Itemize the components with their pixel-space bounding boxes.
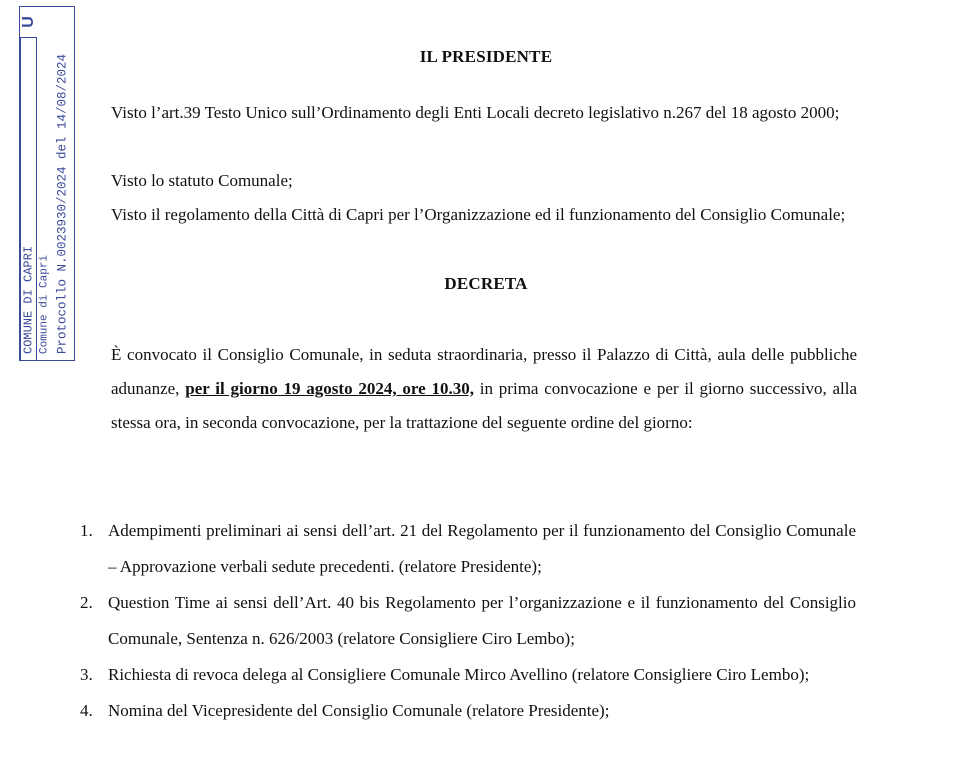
- agenda-item: [0, 585, 972, 657]
- premise-3: Visto il regolamento della Città di Capri per l’Organizzazione ed il funzionamento del Consiglio Comunale;: [111, 205, 846, 224]
- agenda-item-text: Question Time ai sensi dell’Art. 40 bis Regolamento per l’organizzazione e il funzionamento del Consiglio Comunale, Sentenza n. 626/2003 (relatore Consigliere Ciro Lembo);: [108, 593, 856, 648]
- agenda-item: [0, 513, 972, 585]
- convocation-paragraph: [111, 338, 857, 440]
- agenda-item: [0, 693, 972, 729]
- agenda-item-number: 1.: [80, 521, 93, 540]
- stamp-logo: [20, 7, 37, 38]
- convocation-text-after: in prima convocazione e per il giorno successivo, alla stessa ora, in seconda convocazione, per la trattazione del seguente ordine del giorno:: [111, 379, 858, 432]
- stamp-protocol-number: Protocollo N.0023930/2024 del 14/08/2024: [55, 53, 70, 354]
- stamp-municipality-sub: Comune di Capri: [36, 7, 52, 360]
- agenda-list: [0, 513, 972, 729]
- agenda-item-text: Richiesta di revoca delega al Consigliere Comunale Mirco Avellino (relatore Consigliere Ciro Lembo);: [108, 665, 810, 684]
- stamp-logo-letter: U: [19, 16, 37, 28]
- decree-heading: DECRETA: [444, 274, 528, 293]
- agenda-item-text: Adempimenti preliminari ai sensi dell’art. 21 del Regolamento per il funzionamento del Consiglio Comunale – Approvazione verbali sedute precedenti. (relatore Presidente);: [108, 521, 856, 576]
- agenda-item-text: Nomina del Vicepresidente del Consiglio Comunale (relatore Presidente);: [108, 701, 610, 720]
- agenda-item-number: 4.: [80, 701, 93, 720]
- document-title: IL PRESIDENTE: [419, 47, 553, 66]
- convocation-text-before: È convocato il Consiglio Comunale, in seduta straordinaria, presso il Palazzo di Città, aula delle pubbliche adunanze,: [111, 345, 857, 398]
- agenda-item-number: 2.: [80, 593, 93, 612]
- agenda-item-number: 3.: [80, 665, 93, 684]
- convocation-date: per il giorno 19 agosto 2024, ore 10.30,: [185, 379, 474, 398]
- agenda-item: [0, 657, 972, 693]
- premise-2: Visto lo statuto Comunale;: [111, 171, 293, 190]
- premise-1: Visto l’art.39 Testo Unico sull’Ordinamento degli Enti Locali decreto legislativo n.267 del 18 agosto 2000;: [111, 103, 840, 122]
- stamp-municipality: COMUNE DI CAPRI: [20, 7, 36, 360]
